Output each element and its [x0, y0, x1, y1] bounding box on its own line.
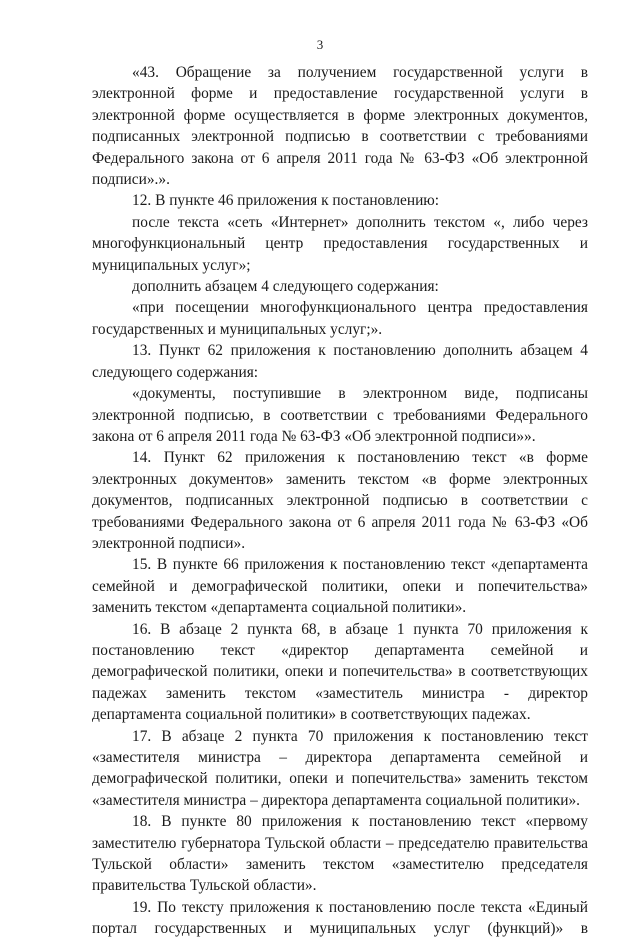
paragraph-item-14: 14. Пункт 62 приложения к постановлению текст «в форме электронных документов» заменить текстом «в форме электронных документов, подписанных электронной подписью в соответствии с требованиями Федерального закона от 6 апреля 2011 года № 63-ФЗ «Об электронной подписи».	[92, 449, 588, 552]
paragraph-item-12-text: после текста «сеть «Интернет» дополнить текстом «, либо через многофункциональный центр предоставления государственных и муниципальных услуг»;	[92, 213, 588, 274]
paragraph-clause-43: «43. Обращение за получением государственной услуги в электронной форме и предоставление государственной услуги в электронной форме осуществляется в форме электронных документов, подписанных электронной подписью в соответствии с требованиями Федерального закона от 6 апреля 2011 года № 63-ФЗ «Об электронной подписи».».	[92, 64, 588, 189]
paragraph-item-18: 18. В пункте 80 приложения к постановлению текст «первому заместителю губернатора Тульской области – председателю правительства Тульской области» заменить текстом «заместителю председателя правительства Тульской области».	[92, 813, 588, 895]
paragraph-item-12-quote: «при посещении многофункционального центра предоставления государственных и муниципальных услуг;».	[92, 299, 588, 338]
paragraph-item-19: 19. По тексту приложения к постановлению после текста «Единый портал государственных и муниципальных услуг (функций)» в	[92, 898, 588, 938]
paragraph-item-17: 17. В абзаце 2 пункта 70 приложения к постановлению текст «заместителя министра – директора департамента семейной и демографической политики, опеки и попечительства» заменить текстом «заместителя министра – директора департамента социальной политики».	[92, 727, 588, 809]
paragraph-item-16: 16. В абзаце 2 пункта 68, в абзаце 1 пункта 70 приложения к постановлению текст «директор департамента семейной и демографической политики, опеки и попечительства» в соответствующих падежах заменить текстом «заместитель министра - директор департамента социальной политики» в соответствующих падежах.	[92, 620, 588, 724]
paragraph-item-12-addition: дополнить абзацем 4 следующего содержания:	[132, 278, 439, 296]
page-number: 3	[316, 37, 324, 52]
paragraph-item-13: 13. Пункт 62 приложения к постановлению дополнить абзацем 4 следующего содержания:	[92, 342, 588, 381]
paragraph-item-15: 15. В пункте 66 приложения к постановлению текст «департамента семейной и демографической политики, опеки и попечительства» заменить текстом «департамента социальной политики».	[92, 556, 588, 617]
document-body	[92, 62, 588, 940]
paragraph-item-13-quote: «документы, поступившие в электронном виде, подписаны электронной подписью, в соответствии с требованиями Федерального закона от 6 апреля 2011 года № 63-ФЗ «Об электронной подписи»».	[92, 385, 588, 445]
paragraph-item-12: 12. В пункте 46 приложения к постановлению:	[132, 192, 440, 210]
